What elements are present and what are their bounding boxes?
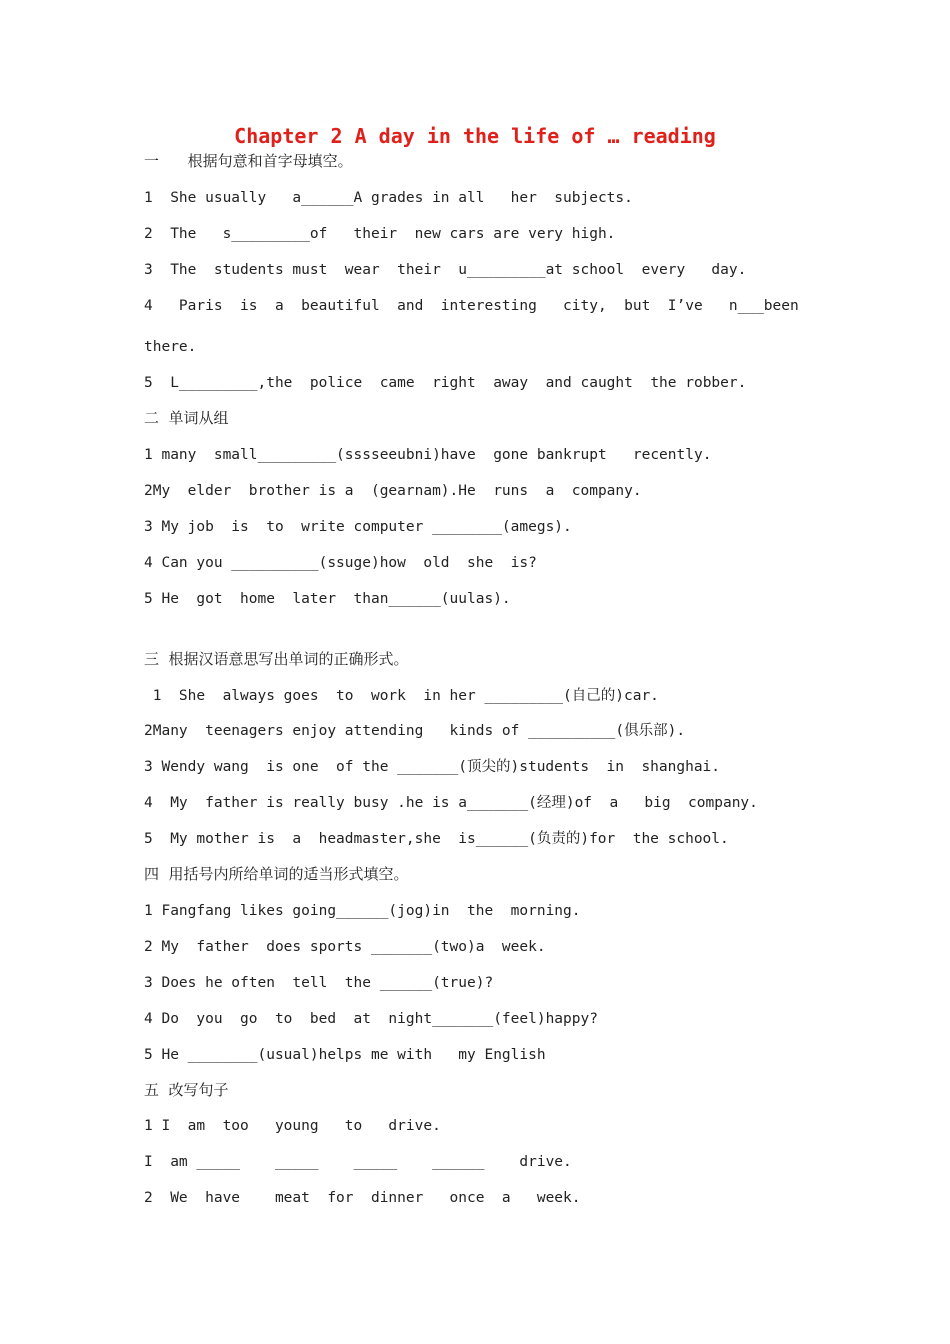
exercise-line: 3 Does he often tell the ______(true)?: [144, 975, 494, 991]
section-heading-5: 五 改写句子: [144, 1081, 229, 1099]
exercise-line: I am _____ _____ _____ ______ drive.: [144, 1154, 572, 1170]
page-title: Chapter 2 A day in the life of … reading: [234, 124, 716, 148]
exercise-line: 1 She usually a______A grades in all her subjects.: [144, 190, 633, 206]
exercise-line: 1 Fangfang likes going______(jog)in the morning.: [144, 903, 581, 919]
section-heading-1: 一 根据句意和首字母填空。: [144, 152, 353, 170]
exercise-line: 5 L_________,the police came right away and caught the robber.: [144, 375, 747, 391]
exercise-line: 2 We have meat for dinner once a week.: [144, 1190, 581, 1206]
exercise-line: 2 My father does sports _______(two)a week.: [144, 939, 546, 955]
exercise-line: 4 Do you go to bed at night_______(feel)happy?: [144, 1011, 598, 1027]
exercise-line: 3 The students must wear their u_________at school every day.: [144, 262, 747, 278]
exercise-line: 1 many small_________(sssseeubni)have gone bankrupt recently.: [144, 447, 712, 463]
exercise-line: 1 She always goes to work in her _________(自己的)car.: [144, 688, 659, 704]
exercise-line: 4 Paris is a beautiful and interesting city, but I’ve n___been: [144, 298, 799, 314]
exercise-line: 1 I am too young to drive.: [144, 1118, 441, 1134]
section-heading-2: 二 单词从组: [144, 409, 229, 427]
exercise-line: 2 The s_________of their new cars are very high.: [144, 226, 616, 242]
section-heading-3: 三 根据汉语意思写出单词的正确形式。: [144, 650, 409, 668]
exercise-line: 3 Wendy wang is one of the _______(顶尖的)students in shanghai.: [144, 759, 721, 775]
exercise-line: 3 My job is to write computer ________(amegs).: [144, 519, 572, 535]
exercise-line: there.: [144, 339, 197, 355]
section-heading-4: 四 用括号内所给单词的适当形式填空。: [144, 865, 409, 883]
exercise-line: 5 He ________(usual)helps me with my English: [144, 1047, 546, 1063]
exercise-line: 2My elder brother is a (gearnam).He runs a company.: [144, 483, 642, 499]
exercise-line: 4 Can you __________(ssuge)how old she is?: [144, 555, 537, 571]
exercise-line: 4 My father is really busy .he is a_______(经理)of a big company.: [144, 795, 758, 811]
exercise-line: 5 He got home later than______(uulas).: [144, 591, 511, 607]
exercise-line: 5 My mother is a headmaster,she is______(负责的)for the school.: [144, 831, 729, 847]
exercise-line: 2Many teenagers enjoy attending kinds of __________(俱乐部).: [144, 723, 686, 739]
